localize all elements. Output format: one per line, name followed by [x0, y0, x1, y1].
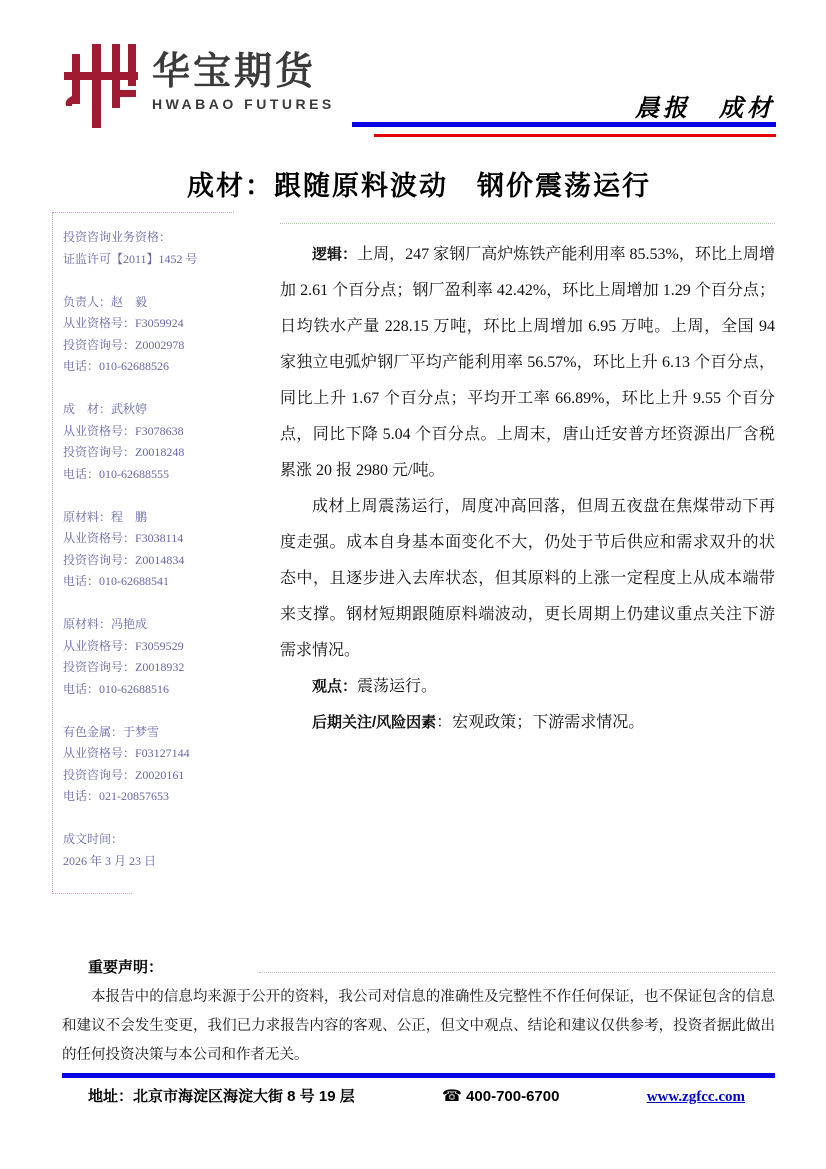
contact-block [63, 399, 234, 485]
company-address: 地址：北京市海淀区海淀大街 8 号 19 层 [88, 1087, 355, 1105]
contact-line: 从业资格号：F3059924 [63, 316, 184, 330]
contact-line: 投资咨询号：Z0020161 [63, 767, 185, 782]
contact-line: 电话：010-62688541 [63, 574, 169, 588]
header-red-rule [374, 134, 776, 137]
phone-icon: ☎ [441, 1087, 462, 1105]
view-paragraph [280, 669, 775, 705]
contact-block [63, 507, 234, 593]
contact-block [63, 722, 234, 808]
report-date-label: 成文时间： [63, 832, 124, 846]
qualification-line: 投资咨询业务资格： [63, 230, 172, 244]
contact-line: 电话：010-62688526 [63, 359, 169, 373]
analysis-paragraph: 成材上周震荡运行，周度冲高回落，但周五夜盘在焦煤带动下再度走强。成本自身基本面变化不大，仍处于节后供应和需求双升的状态中，且逐步进入去库状态，但其原料的上涨一定程度上从成本端带来支撑。钢材短期跟随原料端波动，更长周期上仍建议重点关注下游需求情况。 [280, 498, 775, 659]
contact-block [63, 292, 234, 378]
risk-colon: ： [436, 714, 453, 731]
contact-line: 投资咨询号：Z0018248 [63, 445, 185, 459]
logic-text: 上周，247 家钢厂高炉炼铁产能利用率 85.53%，环比上周增加 2.61 个百分点；钢厂盈利率 42.42%，环比上周增加 1.29 个百分点；日均铁水产量 228.15 万吨，环比上周增加 6.95 万吨。上周，全国 94 家独立电弧炉钢厂平均产能利用率 56.57%，环比上升 6.13 个百分点，同比上升 1.67 个百分点；平均开工率 66.89%，环比上升 9.55 个百分点，同比下降 5.04 个百分点。上周末，唐山迁安普方坯资源出厂含税累涨 20 报 2980 元/吨。 [280, 246, 775, 479]
hwabao-logo-icon [64, 42, 138, 128]
contact-line: 有色金属：于梦雪 [63, 724, 160, 739]
contact-line: 电话：010-62688555 [63, 466, 169, 481]
phone-number: 400-700-6700 [466, 1087, 560, 1105]
report-type-label: 晨报 成材 [635, 96, 775, 122]
qualification-line: 证监许可【2011】1452 号 [63, 251, 198, 266]
company-phone [442, 1086, 560, 1106]
qualification-block [63, 227, 234, 270]
header-blue-rule [352, 122, 776, 127]
brand-name-cn: 华宝期货 [152, 51, 317, 93]
contact-line: 从业资格号：F03127144 [63, 746, 190, 760]
contact-block [63, 614, 234, 700]
contact-line: 从业资格号：F3078638 [63, 423, 184, 438]
view-text: 震荡运行。 [357, 678, 438, 695]
logo-text [152, 42, 335, 112]
logic-label: 逻辑： [312, 246, 358, 263]
contact-line: 成 材：武秋婷 [63, 402, 148, 416]
brand-name-en: HWABAO FUTURES [152, 96, 335, 112]
risk-paragraph [280, 705, 775, 741]
contact-line: 投资咨询号：Z0018932 [63, 660, 185, 674]
contact-line: 负责人：赵 毅 [63, 294, 148, 309]
contact-line: 投资咨询号：Z0002978 [63, 337, 185, 352]
contact-line: 原材料：冯艳成 [63, 617, 148, 631]
dotted-divider [259, 972, 775, 973]
website-link[interactable]: www.zgfcc.com [646, 1088, 745, 1105]
contact-line: 电话：010-62688516 [63, 681, 169, 696]
contact-line: 从业资格号：F3038114 [63, 531, 184, 545]
disclaimer-text: 本报告中的信息均来源于公开的资料，我公司对信息的准确性及完整性不作任何保证，也不保证包含的信息和建议不会发生变更，我们已力求报告内容的客观、公正，但文中观点、结论和建议仅供参考，投资者据此做出的任何投资决策与本公司和作者无关。 [62, 988, 775, 1063]
page-footer [62, 1073, 775, 1106]
contact-line: 投资咨询号：Z0014834 [63, 552, 185, 567]
report-date-block [63, 829, 234, 872]
view-label: 观点： [312, 678, 358, 695]
risk-label: 后期关注/风险因素 [312, 714, 437, 731]
report-date-value: 2026 年 3 月 23 日 [63, 853, 157, 868]
contact-line: 电话：021-20857653 [63, 789, 169, 803]
report-body [280, 223, 775, 894]
risk-text: 宏观政策；下游需求情况。 [452, 714, 645, 731]
disclaimer-heading: 重要声明： [88, 958, 164, 976]
page-header [0, 0, 826, 140]
disclaimer-heading-row [62, 956, 775, 977]
page-title: 成材：跟随原料波动 钢价震荡运行 [187, 171, 651, 201]
logic-paragraph [280, 237, 775, 489]
disclaimer-section [62, 956, 775, 1070]
footer-row [62, 1078, 775, 1106]
content-columns [52, 212, 775, 894]
info-sidebar [52, 212, 234, 894]
contact-line: 原材料：程 鹏 [63, 509, 148, 524]
company-logo [64, 42, 335, 128]
contact-line: 从业资格号：F3059529 [63, 638, 184, 653]
